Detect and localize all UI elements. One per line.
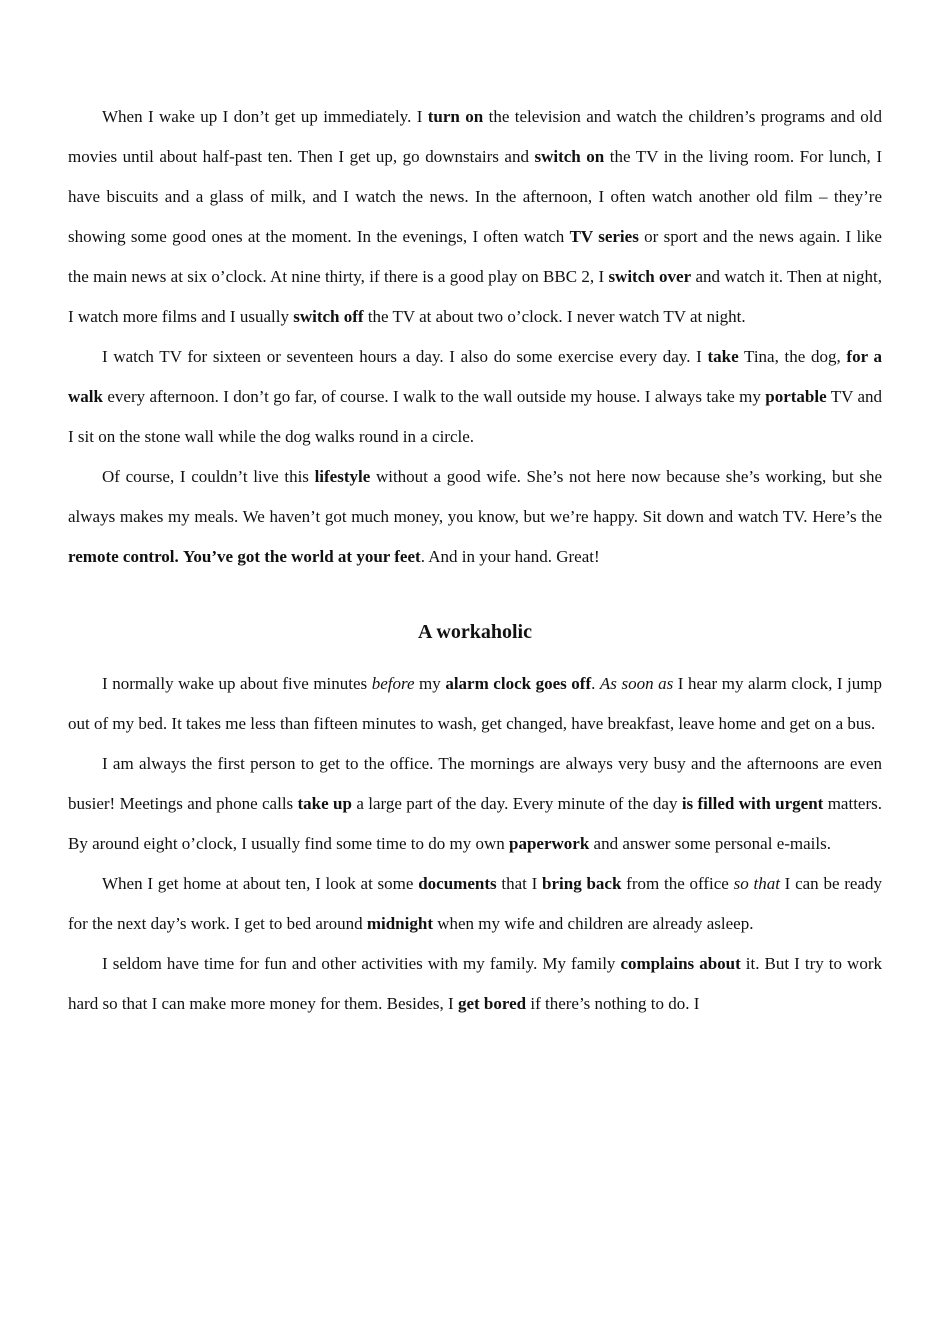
text-run: Tina, the dog, xyxy=(738,347,847,366)
text-run: I normally wake up about five minutes xyxy=(102,674,372,693)
italic-phrase: As soon as xyxy=(599,674,674,693)
italic-phrase: so that xyxy=(733,874,780,893)
text-run: Of course, I couldn’t live this xyxy=(102,467,315,486)
document-page xyxy=(68,97,882,1024)
text-run: a large part of the day. Every minute of the day xyxy=(351,794,682,813)
bold-phrase: switch over xyxy=(608,267,692,286)
bold-phrase: lifestyle xyxy=(314,467,371,486)
bold-phrase: complains about xyxy=(620,954,741,973)
text-run: that I xyxy=(496,874,543,893)
text-run: my xyxy=(414,674,446,693)
text-run: it. But I try to work hard so that I can make more money for them. Besides, I xyxy=(68,954,882,1013)
bold-phrase: remote control. xyxy=(68,547,179,566)
text-run: from the office xyxy=(621,874,734,893)
text-run: TV and I sit on the stone wall while the dog walks round in a circle. xyxy=(68,387,883,446)
text-run: matters. By around eight o’clock, I usually find some time to do my own xyxy=(68,794,882,853)
text-run: when my wife and children are already asleep. xyxy=(432,914,754,933)
bold-phrase: for a walk xyxy=(68,347,882,406)
bold-phrase: documents xyxy=(418,874,497,893)
text-run: . And in your hand. Great! xyxy=(420,547,600,566)
text-run: . xyxy=(591,674,600,693)
text-run: without a good wife. She’s not here now because she’s working, but she always makes my meals. We haven’t got much money, you know, but we’re happy. Sit down and watch TV. Here’s the xyxy=(68,467,882,526)
text-run: I watch TV for sixteen or seventeen hours a day. I also do some exercise every day. I xyxy=(102,347,708,366)
bold-phrase: portable xyxy=(765,387,827,406)
text-run: I can be ready for the next day’s work. I get to bed around xyxy=(68,874,882,933)
bold-phrase: alarm clock goes off xyxy=(445,674,592,693)
italic-phrase: before xyxy=(371,674,415,693)
paragraph xyxy=(68,457,882,577)
text-run: the TV in the living room. For lunch, I have biscuits and a glass of milk, and I watch the news. In the afternoon, I often watch another old film – they’re showing some good ones at the moment. In the evenings, I often watch xyxy=(68,147,882,246)
section-heading: A workaholic xyxy=(418,621,532,643)
bold-phrase: take up xyxy=(297,794,352,813)
bold-phrase: You’ve got the world at your feet xyxy=(183,547,421,566)
paragraph xyxy=(68,944,882,1024)
text-run: the TV at about two o’clock. I never watch TV at night. xyxy=(363,307,746,326)
text-run: if there’s nothing to do. I xyxy=(526,994,700,1013)
text-run: I am always the first person to get to the office. The mornings are always very busy and the afternoons are even busier! Meetings and phone calls xyxy=(68,754,882,813)
text-run: When I get home at about ten, I look at some xyxy=(102,874,419,893)
bold-phrase: bring back xyxy=(542,874,622,893)
paragraph xyxy=(68,664,882,744)
paragraph xyxy=(68,744,882,864)
text-run: the television and watch the children’s programs and old movies until about half-past ten. Then I get up, go downstairs and xyxy=(68,107,882,166)
bold-phrase: take xyxy=(707,347,739,366)
paragraph xyxy=(68,337,882,457)
section-workaholic xyxy=(68,664,882,1024)
bold-phrase: get bored xyxy=(457,994,527,1013)
text-run: and watch it. Then at night, I watch more films and I usually xyxy=(68,267,883,326)
bold-phrase: TV series xyxy=(569,227,639,246)
paragraph xyxy=(68,97,882,337)
bold-phrase: midnight xyxy=(366,914,433,933)
text-run: and answer some personal e-mails. xyxy=(589,834,831,853)
bold-phrase: turn on xyxy=(427,107,484,126)
paragraph xyxy=(68,864,882,944)
bold-phrase: paperwork xyxy=(509,834,590,853)
text-run: I hear my alarm clock, I jump out of my bed. It takes me less than fifteen minutes to wash, get changed, have breakfast, leave home and get on a bus. xyxy=(68,674,883,733)
bold-phrase: is filled with urgent xyxy=(681,794,824,813)
text-run: When I wake up I don’t get up immediately. I xyxy=(102,107,428,126)
bold-phrase: switch on xyxy=(534,147,605,166)
text-run: every afternoon. I don’t go far, of course. I walk to the wall outside my house. I always take my xyxy=(102,387,766,406)
section-tv-lover xyxy=(68,97,882,577)
text-run: I seldom have time for fun and other activities with my family. My family xyxy=(102,954,621,973)
text-run: or sport and the news again. I like the main news at six o’clock. At nine thirty, if there is a good play on BBC 2, I xyxy=(68,227,882,286)
bold-phrase: switch off xyxy=(293,307,364,326)
